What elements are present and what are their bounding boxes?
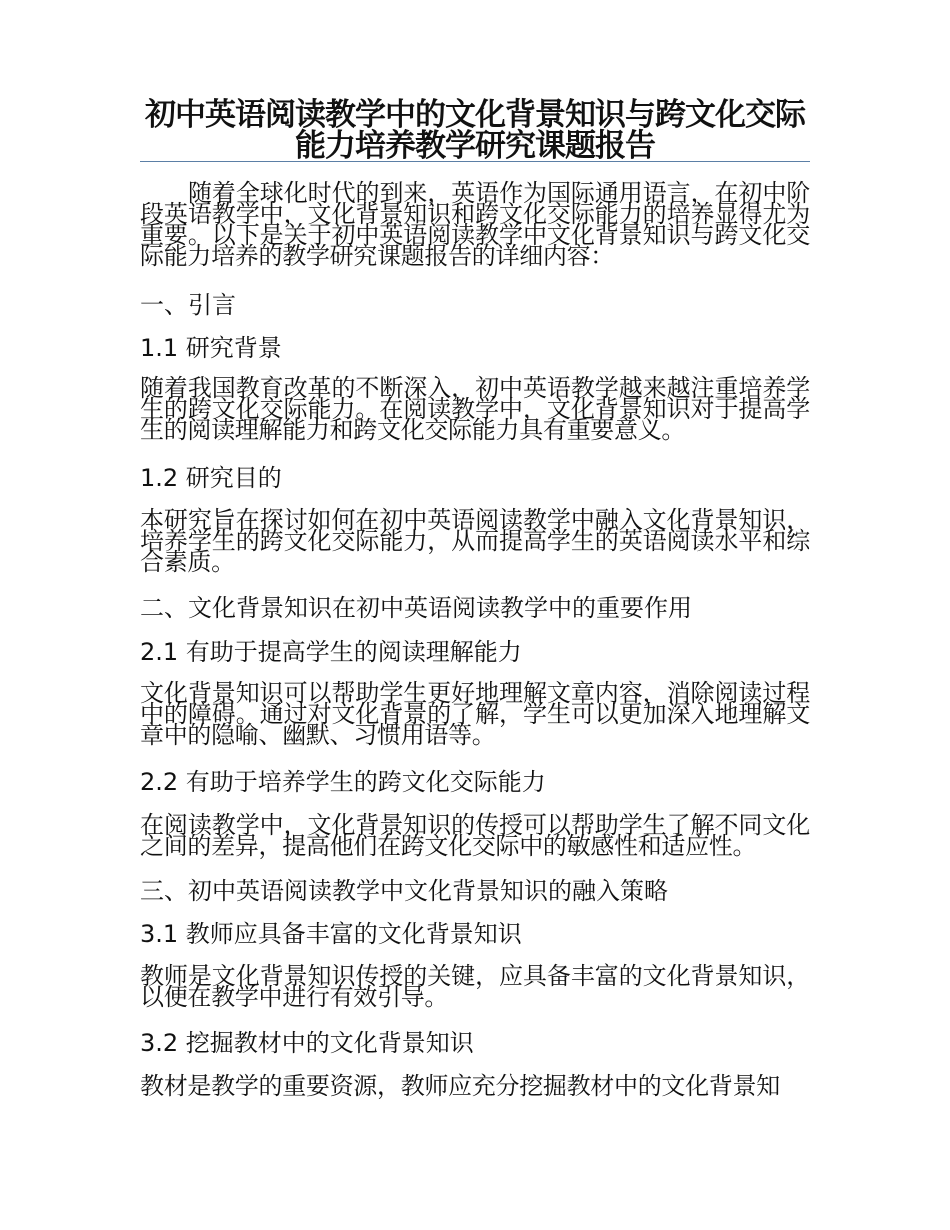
subsection-heading-3-2: 3.2 挖掘教材中的文化背景知识	[140, 1029, 474, 1057]
subsection-body-3-1: 教师是文化背景知识传授的关键，应具备丰富的文化背景知识，以便在教学中进行有效引导。	[140, 962, 810, 1011]
subsection-heading-2-2: 2.2 有助于培养学生的跨文化交际能力	[140, 768, 546, 796]
section-heading-2: 二、文化背景知识在初中英语阅读教学中的重要作用	[140, 594, 692, 622]
subsection-body-2-1: 文化背景知识可以帮助学生更好地理解文章内容，消除阅读过程中的障碍。通过对文化背景的了解，学生可以更加深入地理解文章中的隐喻、幽默、习惯用语等。	[140, 679, 810, 749]
title-underline	[140, 161, 810, 162]
subsection-body-1-1: 随着我国教育改革的不断深入，初中英语教学越来越注重培养学生的跨文化交际能力。在阅读教学中，文化背景知识对于提高学生的阅读理解能力和跨文化交际能力具有重要意义。	[140, 374, 810, 444]
subsection-body-2-2: 在阅读教学中，文化背景知识的传授可以帮助学生了解不同文化之间的差异，提高他们在跨文化交际中的敏感性和适应性。	[140, 811, 810, 860]
subsection-heading-1-1: 1.1 研究背景	[140, 334, 282, 362]
document-title: 初中英语阅读教学中的文化背景知识与跨文化交际能力培养教学研究课题报告	[145, 97, 805, 164]
section-heading-3: 三、初中英语阅读教学中文化背景知识的融入策略	[140, 877, 668, 905]
subsection-heading-3-1: 3.1 教师应具备丰富的文化背景知识	[140, 920, 522, 948]
intro-paragraph: 随着全球化时代的到来，英语作为国际通用语言，在初中阶段英语教学中，文化背景知识和跨文化交际能力的培养显得尤为重要。以下是关于初中英语阅读教学中文化背景知识与跨文化交际能力培养的教学研究课题报告的详细内容：	[140, 179, 810, 270]
subsection-body-3-2: 教材是教学的重要资源，教师应充分挖掘教材中的文化背景知	[140, 1072, 780, 1100]
subsection-body-1-2: 本研究旨在探讨如何在初中英语阅读教学中融入文化背景知识，培养学生的跨文化交际能力，从而提高学生的英语阅读水平和综合素质。	[140, 506, 810, 576]
subsection-heading-2-1: 2.1 有助于提高学生的阅读理解能力	[140, 638, 522, 666]
section-heading-1: 一、引言	[140, 291, 236, 319]
subsection-heading-1-2: 1.2 研究目的	[140, 464, 282, 492]
